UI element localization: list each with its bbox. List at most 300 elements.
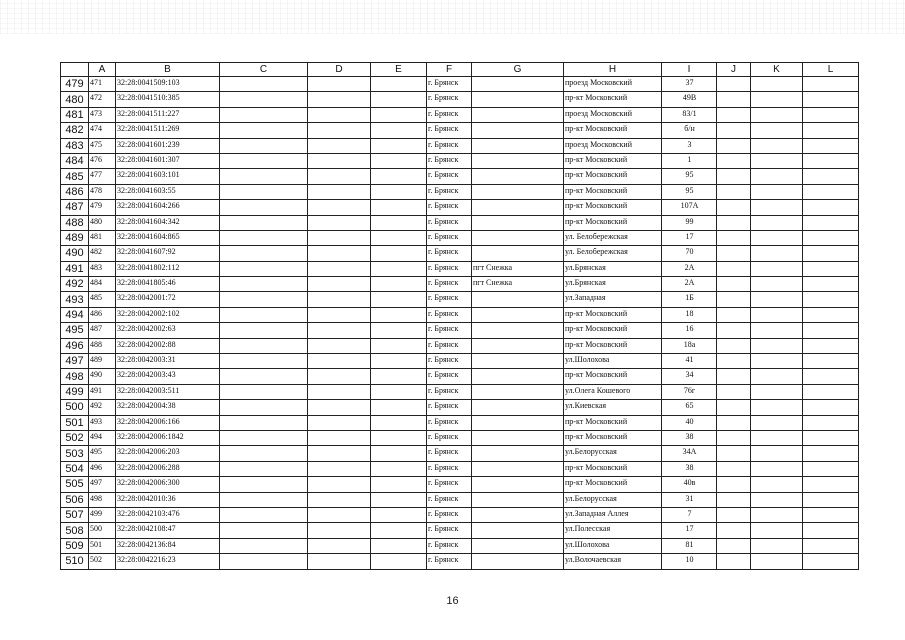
cell-l (803, 246, 859, 261)
cell-d (308, 123, 371, 138)
cell-city: г. Брянск (427, 507, 472, 522)
cell-e (371, 323, 427, 338)
cell-d (308, 554, 371, 569)
cell-j (717, 323, 751, 338)
cell-l (803, 123, 859, 138)
cell-street: ул.Олега Кошевого (564, 384, 662, 399)
cell-city: г. Брянск (427, 338, 472, 353)
cell-j (717, 492, 751, 507)
cell-cadastral-number: 32:28:0041511:269 (116, 123, 220, 138)
cell-e (371, 138, 427, 153)
cell-cadastral-number: 32:28:0041604:342 (116, 215, 220, 230)
cell-l (803, 369, 859, 384)
cell-house-number: 40в (662, 477, 717, 492)
row-number: 489 (61, 230, 89, 245)
cell-cadastral-number: 32:28:0042006:203 (116, 446, 220, 461)
cell-k (751, 292, 803, 307)
cell-house-number: 76г (662, 384, 717, 399)
cell-d (308, 477, 371, 492)
cell-settlement (472, 138, 564, 153)
cell-cadastral-number: 32:28:0042136:84 (116, 538, 220, 553)
cell-j (717, 354, 751, 369)
row-number: 506 (61, 492, 89, 507)
cell-e (371, 523, 427, 538)
cell-settlement (472, 215, 564, 230)
cell-house-number: 31 (662, 492, 717, 507)
cell-street: проезд Московский (564, 138, 662, 153)
cell-j (717, 400, 751, 415)
cell-k (751, 492, 803, 507)
cell-l (803, 400, 859, 415)
cell-j (717, 153, 751, 168)
cell-c (220, 169, 308, 184)
cell-a: 501 (89, 538, 116, 553)
table-row (61, 507, 859, 522)
cell-house-number: 70 (662, 246, 717, 261)
cell-city: г. Брянск (427, 230, 472, 245)
cell-city: г. Брянск (427, 523, 472, 538)
cell-city: г. Брянск (427, 153, 472, 168)
cell-a: 497 (89, 477, 116, 492)
cell-a: 492 (89, 400, 116, 415)
cell-c (220, 230, 308, 245)
table-row (61, 277, 859, 292)
cell-k (751, 169, 803, 184)
cell-j (717, 184, 751, 199)
cell-j (717, 230, 751, 245)
cell-house-number: 17 (662, 523, 717, 538)
row-number: 507 (61, 507, 89, 522)
cell-e (371, 92, 427, 107)
cell-l (803, 77, 859, 92)
cell-e (371, 400, 427, 415)
cell-l (803, 354, 859, 369)
cell-d (308, 246, 371, 261)
row-number: 504 (61, 461, 89, 476)
cell-house-number: 49В (662, 92, 717, 107)
cell-a: 491 (89, 384, 116, 399)
table-row (61, 323, 859, 338)
cell-settlement (472, 338, 564, 353)
cell-l (803, 338, 859, 353)
cell-city: г. Брянск (427, 169, 472, 184)
cell-k (751, 230, 803, 245)
cell-d (308, 538, 371, 553)
cell-d (308, 200, 371, 215)
column-header-row (61, 63, 859, 77)
cell-c (220, 215, 308, 230)
cell-settlement (472, 461, 564, 476)
cell-cadastral-number: 32:28:0041604:865 (116, 230, 220, 245)
cell-house-number: 83/1 (662, 107, 717, 122)
cell-a: 488 (89, 338, 116, 353)
cell-d (308, 184, 371, 199)
cell-c (220, 369, 308, 384)
cell-settlement: пгт Снежка (472, 261, 564, 276)
cell-j (717, 415, 751, 430)
cell-j (717, 523, 751, 538)
cell-house-number: 2А (662, 277, 717, 292)
cell-j (717, 446, 751, 461)
cell-j (717, 246, 751, 261)
cell-cadastral-number: 32:28:0041604:266 (116, 200, 220, 215)
cell-cadastral-number: 32:28:0041601:239 (116, 138, 220, 153)
cell-e (371, 107, 427, 122)
cell-cadastral-number: 32:28:0041802:112 (116, 261, 220, 276)
cell-d (308, 430, 371, 445)
cell-a: 496 (89, 461, 116, 476)
cell-cadastral-number: 32:28:0041601:307 (116, 153, 220, 168)
cell-house-number: 99 (662, 215, 717, 230)
cell-e (371, 430, 427, 445)
cell-l (803, 184, 859, 199)
cell-house-number: 10 (662, 554, 717, 569)
cell-house-number: 95 (662, 184, 717, 199)
cell-a: 471 (89, 77, 116, 92)
cell-d (308, 384, 371, 399)
cell-city: г. Брянск (427, 369, 472, 384)
row-number: 491 (61, 261, 89, 276)
cell-city: г. Брянск (427, 400, 472, 415)
cell-l (803, 153, 859, 168)
cell-city: г. Брянск (427, 430, 472, 445)
cell-cadastral-number: 32:28:0041607:92 (116, 246, 220, 261)
cell-k (751, 200, 803, 215)
cell-city: г. Брянск (427, 538, 472, 553)
cell-d (308, 307, 371, 322)
row-number: 483 (61, 138, 89, 153)
cell-j (717, 554, 751, 569)
cell-a: 473 (89, 107, 116, 122)
cell-city: г. Брянск (427, 477, 472, 492)
table-row (61, 292, 859, 307)
row-number: 488 (61, 215, 89, 230)
cell-street: пр-кт Московский (564, 477, 662, 492)
cell-j (717, 292, 751, 307)
row-number: 503 (61, 446, 89, 461)
cell-c (220, 477, 308, 492)
cell-j (717, 123, 751, 138)
cell-a: 472 (89, 92, 116, 107)
cell-c (220, 138, 308, 153)
cell-j (717, 277, 751, 292)
column-header-h: H (564, 63, 662, 77)
cell-j (717, 461, 751, 476)
cell-l (803, 523, 859, 538)
cell-cadastral-number: 32:28:0042003:43 (116, 369, 220, 384)
cell-k (751, 92, 803, 107)
cell-k (751, 138, 803, 153)
cell-c (220, 292, 308, 307)
cell-e (371, 230, 427, 245)
cell-l (803, 230, 859, 245)
cell-street: пр-кт Московский (564, 369, 662, 384)
cell-cadastral-number: 32:28:0042004:38 (116, 400, 220, 415)
cell-e (371, 77, 427, 92)
cell-l (803, 107, 859, 122)
column-header-i: I (662, 63, 717, 77)
cell-l (803, 554, 859, 569)
cell-street: пр-кт Московский (564, 461, 662, 476)
cell-d (308, 400, 371, 415)
cell-d (308, 169, 371, 184)
table-row (61, 107, 859, 122)
cell-e (371, 554, 427, 569)
cell-c (220, 523, 308, 538)
cell-j (717, 138, 751, 153)
row-number: 498 (61, 369, 89, 384)
cell-k (751, 184, 803, 199)
cell-k (751, 323, 803, 338)
cell-e (371, 169, 427, 184)
cell-city: г. Брянск (427, 384, 472, 399)
cell-c (220, 77, 308, 92)
cell-street: ул.Западная (564, 292, 662, 307)
cell-cadastral-number: 32:28:0041603:55 (116, 184, 220, 199)
cell-street: ул.Полесская (564, 523, 662, 538)
cell-house-number: 38 (662, 461, 717, 476)
cell-settlement (472, 538, 564, 553)
cell-e (371, 446, 427, 461)
row-number: 493 (61, 292, 89, 307)
cell-settlement (472, 523, 564, 538)
cell-settlement (472, 77, 564, 92)
cell-k (751, 77, 803, 92)
table-row (61, 169, 859, 184)
cell-cadastral-number: 32:28:0042006:1842 (116, 430, 220, 445)
cell-l (803, 169, 859, 184)
cell-l (803, 200, 859, 215)
cell-street: ул. Белобережская (564, 246, 662, 261)
cell-settlement (472, 307, 564, 322)
cell-a: 486 (89, 307, 116, 322)
table-row (61, 538, 859, 553)
cell-d (308, 354, 371, 369)
cell-city: г. Брянск (427, 261, 472, 276)
cell-street: проезд Московский (564, 107, 662, 122)
cell-a: 484 (89, 277, 116, 292)
cell-c (220, 354, 308, 369)
cell-settlement (472, 354, 564, 369)
cell-k (751, 123, 803, 138)
cell-e (371, 338, 427, 353)
cell-d (308, 92, 371, 107)
row-number: 505 (61, 477, 89, 492)
cell-settlement (472, 107, 564, 122)
cell-house-number: 2А (662, 261, 717, 276)
row-number: 492 (61, 277, 89, 292)
cell-cadastral-number: 32:28:0042003:31 (116, 354, 220, 369)
row-number: 497 (61, 354, 89, 369)
cell-house-number: 1 (662, 153, 717, 168)
cell-a: 474 (89, 123, 116, 138)
cell-c (220, 184, 308, 199)
cell-c (220, 415, 308, 430)
cell-street: пр-кт Московский (564, 184, 662, 199)
cell-e (371, 354, 427, 369)
cell-settlement: пгт Снежка (472, 277, 564, 292)
cell-c (220, 400, 308, 415)
cell-c (220, 554, 308, 569)
cell-d (308, 369, 371, 384)
cell-street: пр-кт Московский (564, 338, 662, 353)
cell-d (308, 153, 371, 168)
cell-street: ул.Брянская (564, 277, 662, 292)
cell-house-number: 38 (662, 430, 717, 445)
cell-settlement (472, 415, 564, 430)
cell-settlement (472, 369, 564, 384)
cell-d (308, 523, 371, 538)
table-row (61, 430, 859, 445)
cell-c (220, 261, 308, 276)
cell-a: 480 (89, 215, 116, 230)
cell-d (308, 107, 371, 122)
cell-k (751, 538, 803, 553)
cell-c (220, 277, 308, 292)
cell-a: 485 (89, 292, 116, 307)
cell-e (371, 477, 427, 492)
cell-l (803, 477, 859, 492)
column-header-l: L (803, 63, 859, 77)
cell-k (751, 523, 803, 538)
table-row (61, 461, 859, 476)
cell-a: 481 (89, 230, 116, 245)
row-number: 501 (61, 415, 89, 430)
cell-house-number: 107А (662, 200, 717, 215)
cell-street: ул.Брянская (564, 261, 662, 276)
table-row (61, 92, 859, 107)
cell-d (308, 338, 371, 353)
cell-cadastral-number: 32:28:0041603:101 (116, 169, 220, 184)
cell-settlement (472, 92, 564, 107)
cell-d (308, 415, 371, 430)
cell-city: г. Брянск (427, 123, 472, 138)
cell-c (220, 123, 308, 138)
column-header-g: G (472, 63, 564, 77)
cell-k (751, 507, 803, 522)
cell-city: г. Брянск (427, 184, 472, 199)
table-row (61, 246, 859, 261)
table-body (61, 77, 859, 570)
cell-house-number: 95 (662, 169, 717, 184)
cell-e (371, 384, 427, 399)
table-row (61, 400, 859, 415)
cell-c (220, 384, 308, 399)
cell-settlement (472, 554, 564, 569)
cell-cadastral-number: 32:28:0042002:102 (116, 307, 220, 322)
cell-a: 498 (89, 492, 116, 507)
cell-a: 479 (89, 200, 116, 215)
cell-cadastral-number: 32:28:0042006:166 (116, 415, 220, 430)
cell-d (308, 461, 371, 476)
cell-settlement (472, 292, 564, 307)
cell-house-number: 7 (662, 507, 717, 522)
cell-k (751, 354, 803, 369)
cell-d (308, 230, 371, 245)
column-header-j: J (717, 63, 751, 77)
cell-k (751, 107, 803, 122)
cell-a: 483 (89, 261, 116, 276)
row-number: 500 (61, 400, 89, 415)
cell-c (220, 323, 308, 338)
cell-e (371, 246, 427, 261)
cell-c (220, 507, 308, 522)
table-row (61, 492, 859, 507)
cell-a: 490 (89, 369, 116, 384)
table-row (61, 138, 859, 153)
cell-a: 495 (89, 446, 116, 461)
table-row (61, 153, 859, 168)
cell-cadastral-number: 32:28:0042006:288 (116, 461, 220, 476)
cell-a: 493 (89, 415, 116, 430)
cell-l (803, 292, 859, 307)
row-number: 479 (61, 77, 89, 92)
page-number: 16 (446, 595, 459, 607)
cell-city: г. Брянск (427, 323, 472, 338)
cell-c (220, 107, 308, 122)
cell-street: проезд Московский (564, 77, 662, 92)
cell-k (751, 400, 803, 415)
row-number: 496 (61, 338, 89, 353)
cell-j (717, 92, 751, 107)
cell-cadastral-number: 32:28:0042010:36 (116, 492, 220, 507)
row-number: 482 (61, 123, 89, 138)
cell-l (803, 430, 859, 445)
row-number: 484 (61, 153, 89, 168)
cell-street: пр-кт Московский (564, 307, 662, 322)
cell-d (308, 292, 371, 307)
cell-city: г. Брянск (427, 492, 472, 507)
cell-l (803, 446, 859, 461)
cell-l (803, 323, 859, 338)
cell-a: 482 (89, 246, 116, 261)
cell-j (717, 430, 751, 445)
cell-l (803, 384, 859, 399)
cell-e (371, 369, 427, 384)
cell-house-number: 3 (662, 138, 717, 153)
table-row (61, 415, 859, 430)
table-row (61, 215, 859, 230)
table-row (61, 307, 859, 322)
cell-cadastral-number: 32:28:0041511:227 (116, 107, 220, 122)
cell-d (308, 446, 371, 461)
cell-k (751, 277, 803, 292)
cell-k (751, 477, 803, 492)
cell-house-number: 41 (662, 354, 717, 369)
cell-a: 494 (89, 430, 116, 445)
cell-l (803, 277, 859, 292)
cell-cadastral-number: 32:28:0041510:385 (116, 92, 220, 107)
table-row (61, 554, 859, 569)
cell-settlement (472, 477, 564, 492)
row-number: 487 (61, 200, 89, 215)
corner-cell (61, 63, 89, 77)
cell-a: 477 (89, 169, 116, 184)
cell-k (751, 261, 803, 276)
cell-city: г. Брянск (427, 354, 472, 369)
cell-settlement (472, 169, 564, 184)
cell-city: г. Брянск (427, 307, 472, 322)
cell-c (220, 246, 308, 261)
cell-house-number: 18а (662, 338, 717, 353)
cell-house-number: 16 (662, 323, 717, 338)
table-row (61, 446, 859, 461)
cell-j (717, 200, 751, 215)
cell-house-number: 17 (662, 230, 717, 245)
cell-house-number: 18 (662, 307, 717, 322)
cell-k (751, 430, 803, 445)
cell-k (751, 369, 803, 384)
